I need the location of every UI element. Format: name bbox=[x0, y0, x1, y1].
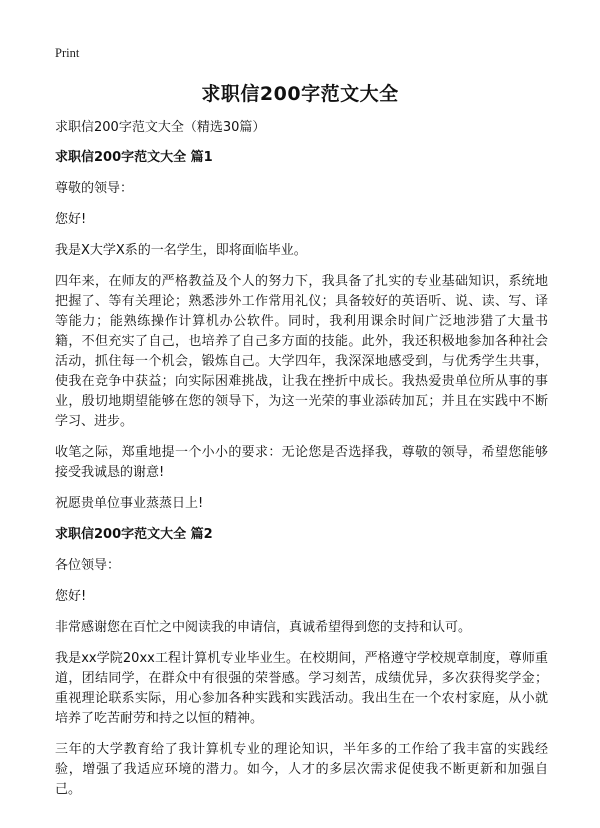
salutation-1: 尊敬的领导： bbox=[55, 181, 134, 196]
section-heading-1: 求职信200字范文大全 篇1 bbox=[55, 150, 213, 165]
document-subtitle: 求职信200字范文大全（精选30篇） bbox=[55, 120, 266, 135]
document-body bbox=[55, 118, 548, 811]
paragraph-intro-2: 非常感谢您在百忙之中阅读我的申请信，真诚希望得到您的支持和认可。 bbox=[55, 620, 472, 635]
paragraph-closing-1: 收笔之际，郑重地提一个小小的要求：无论您是否选择我，尊敬的领导，希望您能够接受我诚恳的谢意! bbox=[55, 445, 548, 480]
section-heading-2: 求职信200字范文大全 篇2 bbox=[55, 527, 213, 542]
paragraph-intro-1: 我是X大学X系的一名学生，即将面临毕业。 bbox=[55, 243, 307, 258]
salutation-2: 各位领导： bbox=[55, 558, 121, 573]
page-title: 求职信200字范文大全 bbox=[201, 83, 399, 105]
greeting-2: 您好! bbox=[55, 589, 87, 604]
print-label: Print bbox=[55, 46, 80, 60]
greeting-1: 您好! bbox=[55, 212, 87, 227]
paragraph-wish-1: 祝愿贵单位事业蒸蒸日上! bbox=[55, 496, 204, 511]
paragraph-body-1: 四年来，在师友的严格教益及个人的努力下，我具备了扎实的专业基础知识，系统地把握了、等有关理论；熟悉涉外工作常用礼仪；具备较好的英语听、说、读、写、译等能力；能熟练操作计算机办公软件。同时，我利用课余时间广泛地涉猎了大量书籍，不但充实了自己，也培养了自己多方面的技能。此外，我还积极地参加各种社会活动，抓住每一个机会，锻炼自己。大学四年，我深深地感受到，与优秀学生共事，使我在竞争中获益；向实际困难挑战，让我在挫折中成长。我热爱贵单位所从事的事业，殷切地期望能够在您的领导下，为这一光荣的事业添砖加瓦；并且在实践中不断学习、进步。 bbox=[55, 274, 548, 429]
paragraph-education-2: 三年的大学教育给了我计算机专业的理论知识，半年多的工作给了我丰富的实践经验，增强了我适应环境的潜力。如今，人才的多层次需求促使我不断更新和加强自己。 bbox=[55, 742, 548, 797]
paragraph-body-2: 我是xx学院20xx工程计算机专业毕业生。在校期间，严格遵守学校规章制度，尊师重道，团结同学，在群众中有很强的荣誉感。学习刻苦，成绩优异，多次获得奖学金；重视理论联系实际，用心参加各种实践和实践活动。我出生在一个农村家庭，从小就培养了吃苦耐劳和持之以恒的精神。 bbox=[55, 651, 548, 726]
